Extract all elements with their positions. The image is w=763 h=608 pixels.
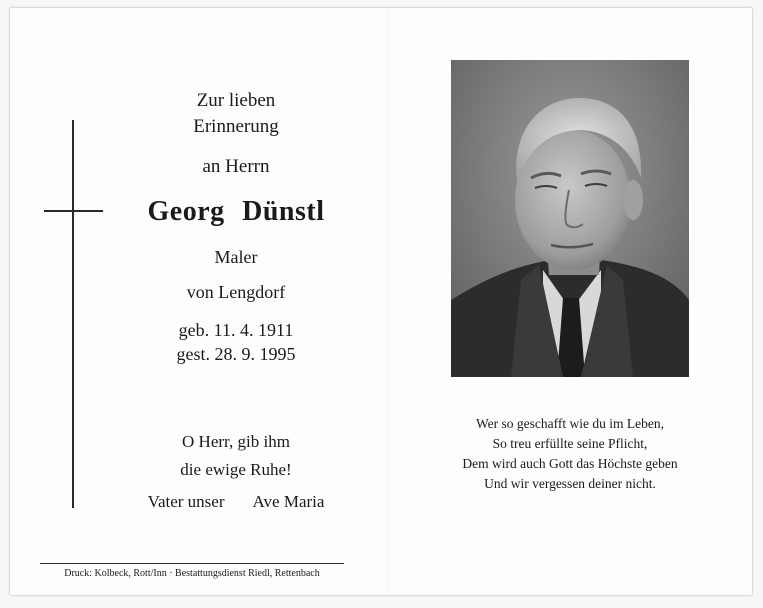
birth-date: geb. 11. 4. 1911 [178, 320, 294, 340]
honorific: an Herrn [202, 156, 270, 177]
memorial-poem [430, 414, 710, 494]
printer-credit: Druck: Kolbeck, Rott/Inn · Bestattungsdienst Riedl, Rettenbach [64, 568, 320, 579]
left-panel [110, 0, 362, 560]
prayer-line-2: die ewige Ruhe! [180, 460, 292, 479]
poem-line-3: Dem wird auch Gott das Höchste geben [462, 456, 678, 471]
poem-line-4: Und wir vergessen deiner nicht. [484, 476, 656, 491]
prayer-line-1: O Herr, gib ihm [182, 432, 290, 451]
cross-vertical-bar [72, 120, 74, 508]
printer-divider [40, 563, 344, 564]
deceased-name: Georg Dünstl [147, 196, 325, 227]
intro-line-2: Erinnerung [193, 116, 279, 137]
portrait-illustration [451, 60, 689, 377]
poem-line-2: So treu erfüllte seine Pflicht, [492, 436, 648, 451]
death-date: gest. 28. 9. 1995 [176, 344, 296, 364]
poem-line-1: Wer so geschafft wie du im Leben, [476, 416, 664, 431]
intro-line-1: Zur lieben [196, 90, 276, 111]
cross-horizontal-bar [44, 210, 103, 212]
prayer-ave-maria: Ave Maria [252, 492, 325, 511]
prayer-vater-unser: Vater unser [147, 492, 225, 511]
prayer-names [110, 492, 362, 512]
portrait-photo [451, 60, 689, 377]
profession: Maler [214, 247, 258, 267]
card-fold [388, 8, 389, 595]
origin: von Lengdorf [186, 282, 286, 302]
